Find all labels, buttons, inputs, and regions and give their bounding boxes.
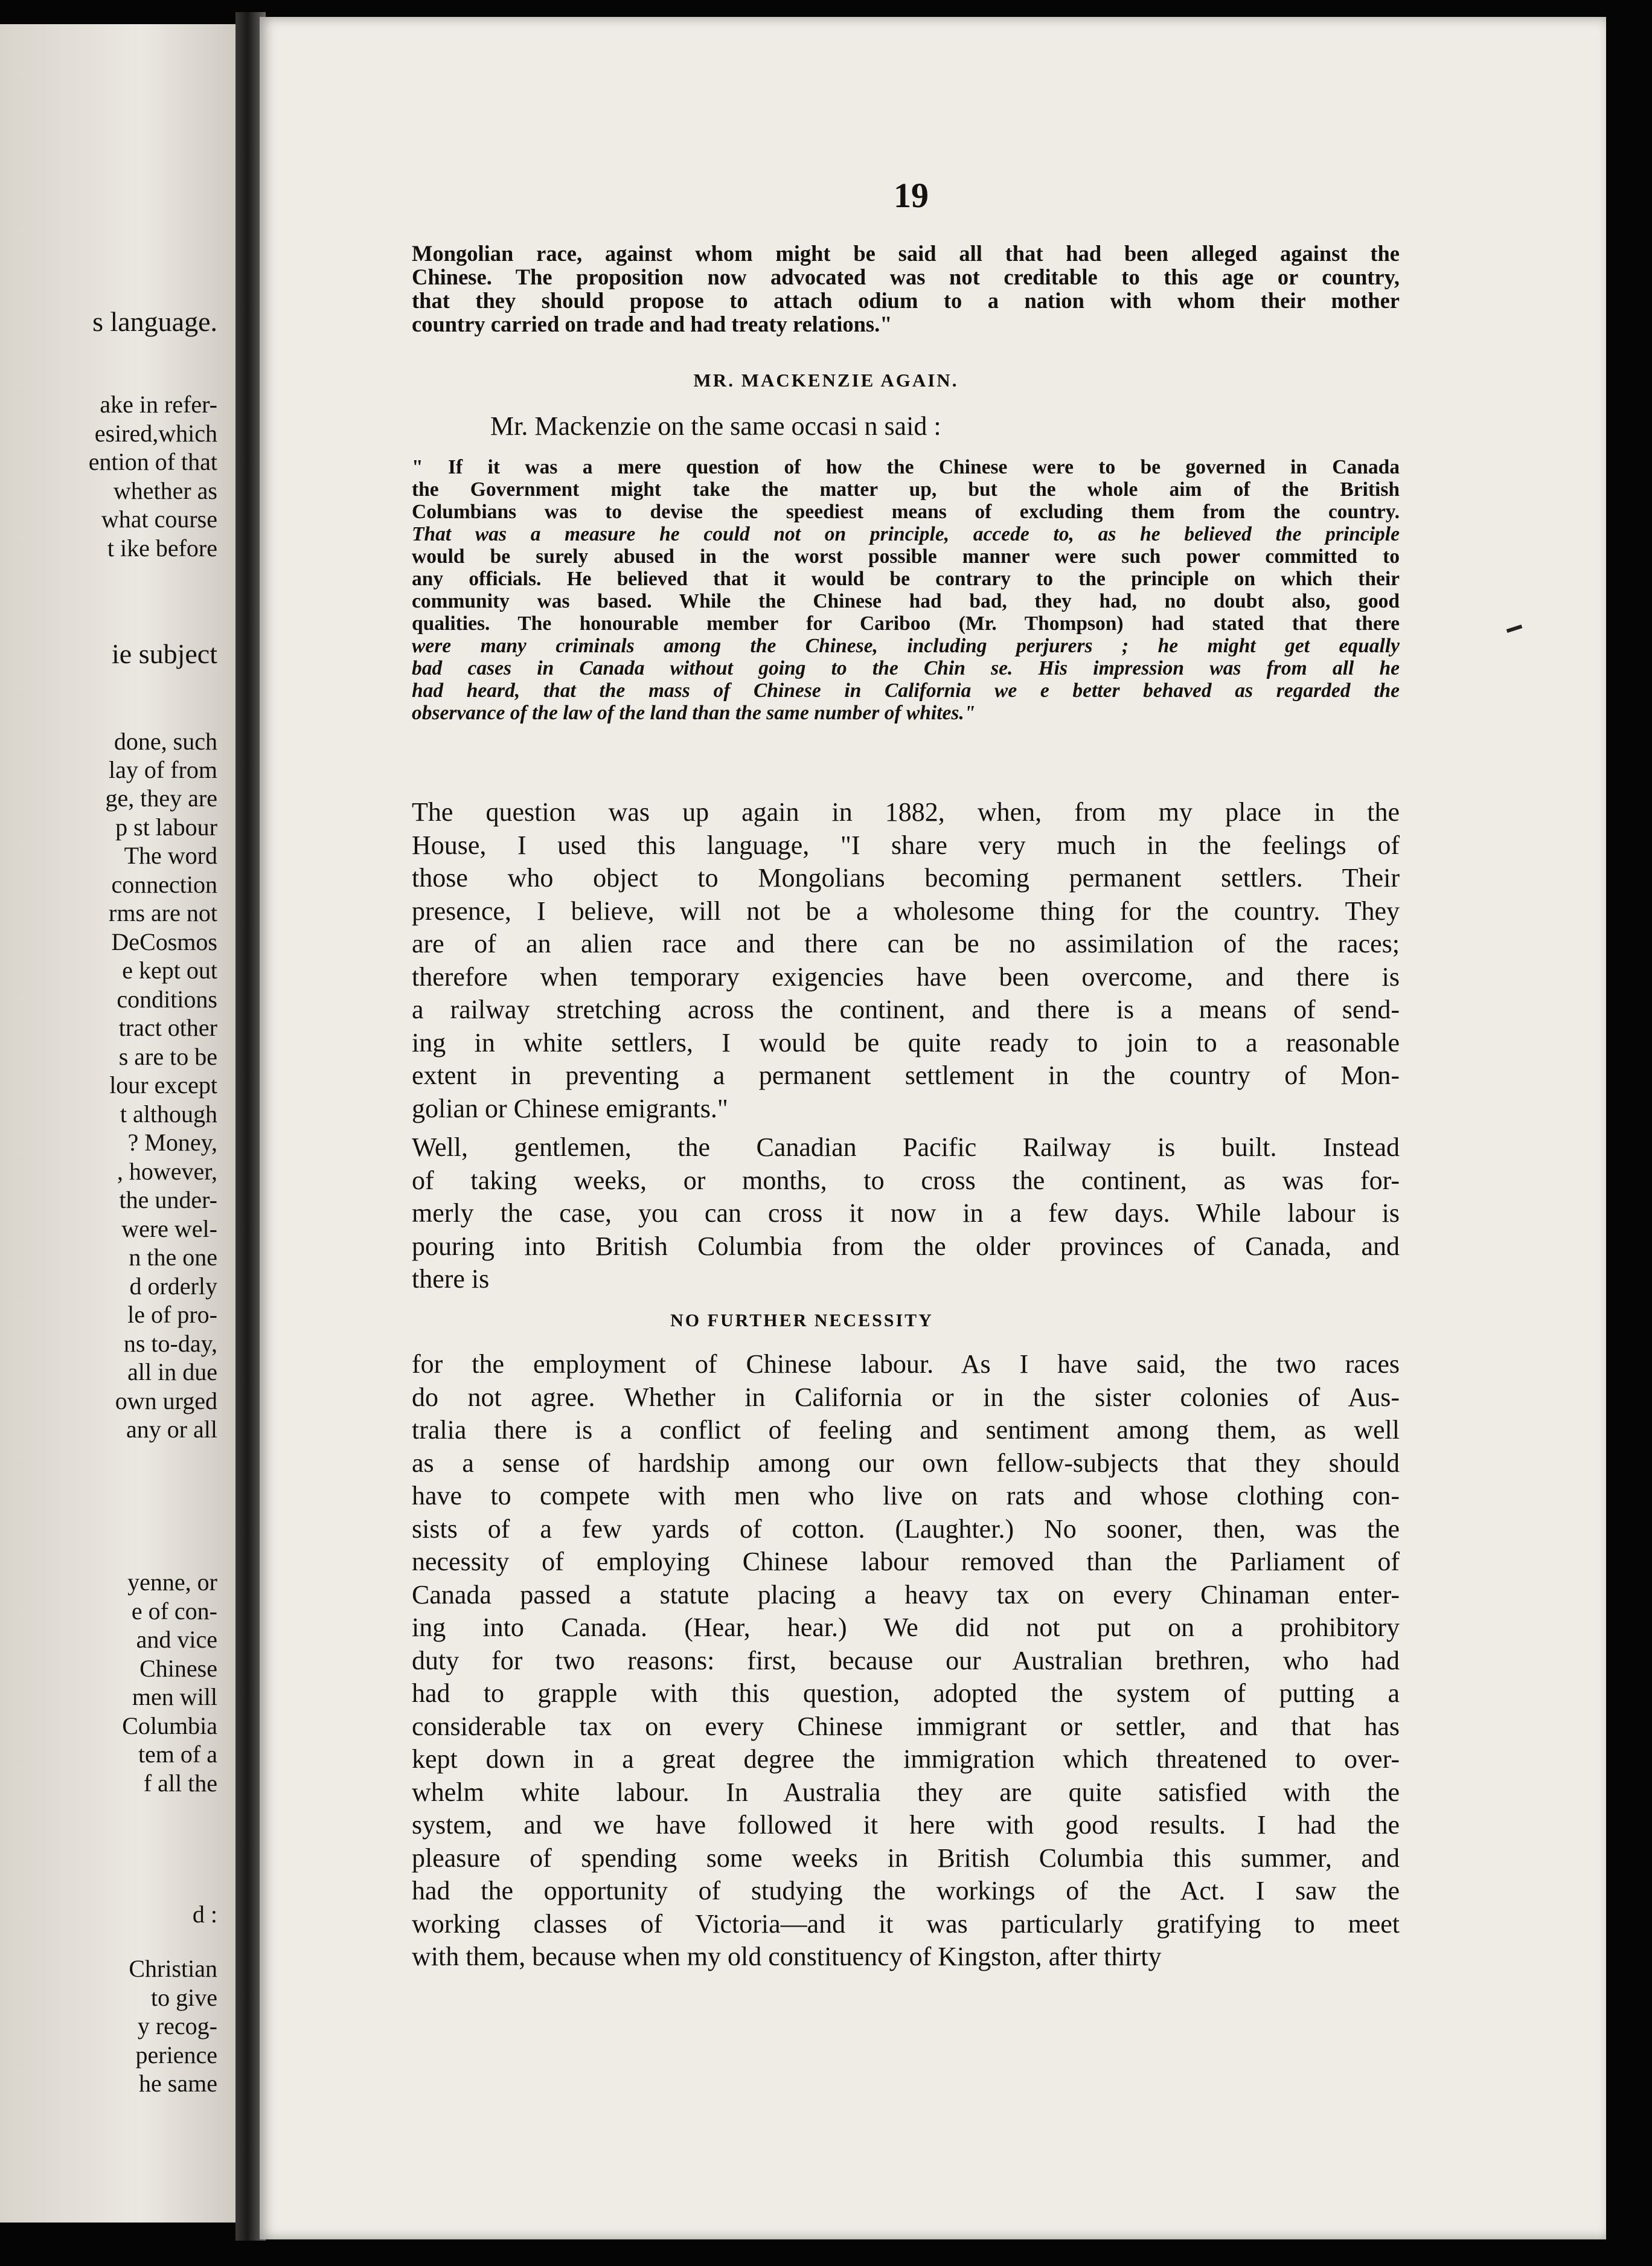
railway-line: merly the case, you can cross it now in a few days. While labour is [412, 1198, 1400, 1228]
speech-line: any officials. He believed that it would be contrary to the principle on which their [412, 568, 1400, 590]
left-page-line: t ike before [107, 534, 217, 562]
labour-line: duty for two reasons: first, because our Australian brethren, who had [412, 1645, 1400, 1675]
para1882-line: those who object to Mongolians becoming permanent settlers. Their [412, 863, 1400, 893]
left-page-line: he same [139, 2070, 217, 2097]
left-page-line: and vice [136, 1626, 217, 1653]
railway-line: Well, gentlemen, the Canadian Pacific Railway is built. Instead [412, 1132, 1400, 1162]
quote-continuation [412, 242, 1400, 336]
left-page-line: y recog- [137, 2012, 217, 2040]
left-page-line: done, such [114, 728, 217, 755]
left-page-line: le of pro- [127, 1301, 217, 1328]
speech-line: would be surely abused in the worst possible manner were such power committed to [412, 545, 1400, 568]
left-page-line: all in due [127, 1358, 217, 1385]
left-page-line: ake in refer- [100, 391, 217, 418]
left-page-line: s language. [92, 306, 217, 337]
left-page-line: perience [135, 2041, 217, 2069]
para1882-line: ing in white settlers, I would be quite ready to join to a reasonable [412, 1027, 1400, 1058]
speech-line: observance of the law of the land than the same number of whites." [412, 702, 976, 724]
left-page-line: rms are not [109, 899, 217, 926]
paragraph-railway [412, 1131, 1400, 1296]
left-page-line: d orderly [129, 1273, 217, 1300]
left-page-line: s are to be [118, 1043, 217, 1070]
intro-line: Mr. Mackenzie on the same occasi n said : [490, 411, 941, 441]
mackenzie-speech-quote [412, 456, 1400, 724]
left-page-line: Columbia [122, 1712, 217, 1739]
left-page-line: ? Money, [127, 1129, 217, 1156]
left-page-line: Christian [129, 1955, 217, 1982]
labour-line: ing into Canada. (Hear, hear.) We did not put on a prohibitory [412, 1613, 1400, 1642]
labour-line: working classes of Victoria—and it was particularly gratifying to meet [412, 1908, 1400, 1939]
labour-line: have to compete with men who live on rats and whose clothing con- [412, 1481, 1400, 1510]
speech-line: bad cases in Canada without going to the Chin se. His impression was from all he [412, 657, 1400, 679]
left-page-line: connection [111, 871, 217, 898]
left-page-line: f all the [143, 1770, 217, 1797]
left-page-line: what course [101, 506, 217, 533]
speech-line: the Government might take the matter up, but the whole aim of the British [412, 478, 1400, 501]
left-page-line: any or all [126, 1416, 217, 1443]
left-page-line: ie subject [112, 638, 217, 669]
speech-line: were many criminals among the Chinese, including perjurers ; he might get equally [412, 635, 1400, 657]
labour-line: sists of a few yards of cotton. (Laughter.) No sooner, then, was the [412, 1513, 1400, 1544]
left-page-line: lay of from [109, 756, 217, 783]
para1882-line: a railway stretching across the continent, and there is a means of send- [412, 995, 1400, 1024]
labour-line: had to grapple with this question, adopted the system of putting a [412, 1678, 1400, 1708]
speech-line: That was a measure he could not on principle, accede to, as he believed the principle [412, 523, 1400, 545]
para1882-line: presence, I believe, will not be a wholesome thing for the country. They [412, 896, 1400, 926]
left-page-line: d : [192, 1901, 217, 1928]
previous-page-edge [0, 24, 235, 2223]
left-page-line: esired,which [94, 420, 217, 447]
paragraph-chinese-labour [412, 1348, 1400, 1974]
left-page-line: tract other [118, 1014, 217, 1041]
labour-line: do not agree. Whether in California or in the sister colonies of Aus- [412, 1382, 1400, 1412]
left-page-line: Chinese [139, 1655, 217, 1682]
left-page-line: DeCosmos [111, 928, 217, 955]
labour-line: for the employment of Chinese labour. As I have said, the two races [412, 1349, 1400, 1379]
left-page-line: tem of a [138, 1741, 217, 1768]
left-page-line: t although [120, 1100, 217, 1128]
labour-line: kept down in a great degree the immigration which threatened to over- [412, 1744, 1400, 1774]
left-page-line: lour except [109, 1071, 217, 1099]
quote-line: country carried on trade and had treaty relations." [412, 312, 892, 336]
left-page-line: e kept out [122, 957, 217, 984]
labour-line: Canada passed a statute placing a heavy tax on every Chinaman enter- [412, 1579, 1400, 1610]
labour-line: whelm white labour. In Australia they are quite satisfied with the [412, 1777, 1400, 1807]
left-page-line: ention of that [88, 448, 217, 475]
railway-line: there is [412, 1264, 490, 1294]
railway-line: of taking weeks, or months, to cross the continent, as was for- [412, 1165, 1400, 1195]
section-heading-mackenzie: MR. MACKENZIE AGAIN. [693, 370, 959, 391]
left-page-line: The word [124, 842, 217, 869]
left-page-line: ns to-day, [123, 1330, 217, 1357]
quote-line: Chinese. The proposition now advocated was not creditable to this age or country, [412, 265, 1400, 289]
quote-line: Mongolian race, against whom might be said all that had been alleged against the [412, 241, 1400, 266]
left-page-line: whether as [113, 477, 217, 504]
labour-line: tralia there is a conflict of feeling and sentiment among them, as well [412, 1415, 1400, 1445]
labour-line: had the opportunity of studying the workings of the Act. I saw the [412, 1876, 1400, 1905]
left-page-line: to give [151, 1984, 217, 2011]
labour-line: as a sense of hardship among our own fellow-subjects that they should [412, 1448, 1400, 1478]
left-page-line: the under- [119, 1186, 217, 1213]
left-page-line: ge, they are [105, 785, 217, 812]
speech-line: Columbians was to devise the speediest means of excluding them from the country. [412, 501, 1400, 523]
speech-line: " If it was a mere question of how the Chinese were to be governed in Canada [412, 456, 1400, 478]
railway-line: pouring into British Columbia from the older provinces of Canada, and [412, 1231, 1400, 1261]
left-page-line: own urged [115, 1387, 217, 1414]
speech-line: had heard, that the mass of Chinese in California we e better behaved as regarded the [412, 679, 1400, 702]
left-page-line: p st labour [115, 814, 217, 841]
labour-line: considerable tax on every Chinese immigrant or settler, and that has [412, 1711, 1400, 1741]
para1882-line: therefore when temporary exigencies have been overcome, and there is [412, 961, 1400, 992]
left-page-line: n the one [129, 1244, 217, 1271]
labour-line: pleasure of spending some weeks in British Columbia this summer, and [412, 1843, 1400, 1873]
quote-line: that they should propose to attach odium to a nation with whom their mother [412, 288, 1400, 313]
speech-line: qualities. The honourable member for Cariboo (Mr. Thompson) had stated that there [412, 612, 1400, 635]
para1882-line: are of an alien race and there can be no assimilation of the races; [412, 929, 1400, 958]
para1882-line: The question was up again in 1882, when, from my place in the [412, 797, 1400, 827]
left-page-line: yenne, or [127, 1568, 217, 1596]
speech-line: community was based. While the Chinese had bad, they had, no doubt also, good [412, 590, 1400, 612]
labour-line: necessity of employing Chinese labour removed than the Parliament of [412, 1547, 1400, 1576]
left-page-line: were wel- [121, 1215, 217, 1242]
left-page-line: , however, [117, 1158, 217, 1185]
para1882-line: extent in preventing a permanent settlement in the country of Mon- [412, 1061, 1400, 1090]
section-heading-no-further-necessity: NO FURTHER NECESSITY [670, 1311, 933, 1330]
left-page-line: e of con- [131, 1597, 217, 1625]
left-page-line: conditions [117, 986, 217, 1013]
page-number: 19 [894, 176, 929, 215]
left-page-line: men will [132, 1683, 217, 1710]
para1882-line: golian or Chinese emigrants." [412, 1093, 728, 1123]
paragraph-1882 [412, 796, 1400, 1125]
labour-line: system, and we have followed it here with good results. I had the [412, 1810, 1400, 1840]
labour-line: with them, because when my old constituency of Kingston, after thirty [412, 1942, 1162, 1971]
para1882-line: House, I used this language, "I share very much in the feelings of [412, 830, 1400, 860]
